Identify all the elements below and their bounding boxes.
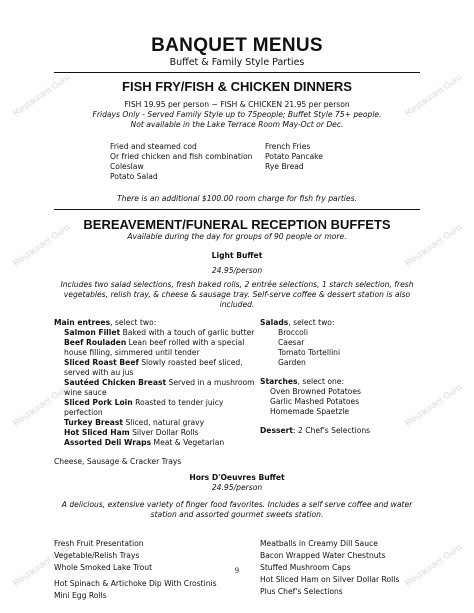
entree-item [54,428,256,438]
list-item: Stuffed Mushroom Caps [260,563,351,572]
bereavement-availability: Available during the day for groups of 90 people or more. [127,232,347,241]
entree-item [54,398,256,418]
entree-desc: Lean beef rolled with a special house filling, simmered until tender [64,338,245,357]
entrees-label-suffix: , select two: [110,318,157,327]
salads-label-suffix: , select two: [288,318,335,327]
dessert-label: Dessert [260,426,294,435]
starches-label [260,377,370,387]
fish-heading: FISH FRY/FISH & CHICKEN DINNERS [122,79,352,94]
fish-note-2: Not available in the Lake Terrace Room May-Oct or Dec. [130,120,344,129]
starch-item: Homemade Spaetzle [270,407,350,416]
watermark: Restaurant Guru [403,221,464,269]
salad-item: Garden [278,358,306,367]
list-item: Coleslaw [110,162,144,171]
entree-item [54,358,256,378]
list-item: French Fries [265,142,311,151]
watermark: Restaurant Guru [11,71,72,119]
salads-label-text: Salads [260,318,289,327]
list-item: Hot Spinach & Artichoke Dip With Crostinis [54,579,217,588]
fish-items-left [110,142,265,182]
entree-item [54,438,256,448]
entree-desc: Sliced, natural gravy [123,418,205,427]
light-buffet-options [54,318,420,448]
starch-item: Garlic Mashed Potatoes [270,397,360,406]
list-item: Whole Smoked Lake Trout [54,563,153,572]
fish-price: FISH 19.95 per person ~ FISH & CHICKEN 21.95 per person [124,100,350,109]
entree-item [54,378,256,398]
entree-name: Salmon Fillet [64,328,121,337]
entree-name: Turkey Breast [64,418,124,427]
divider [54,209,420,210]
entree-item [54,418,256,428]
list-item: Bacon Wrapped Water Chestnuts [260,551,386,560]
entree-name: Sliced Pork Loin [64,398,133,407]
entree-name: Sliced Roast Beef [64,358,139,367]
fish-note-1: Fridays Only - Served Family Style up to 75people; Buffet Style 75+ people. [92,110,382,119]
list-item: Meatballs in Creamy Dill Sauce [260,539,378,548]
entree-desc: Baked with a touch of garlic butter [120,328,255,337]
fish-footer-note: There is an additional $100.00 room charge for fish fry parties. [117,194,357,203]
list-item: Fresh Fruit Presentation [54,539,144,548]
watermark: Restaurant Guru [11,221,72,269]
watermark: Restaurant Guru [403,381,464,429]
list-item: Potato Salad [110,172,158,181]
page-number: 9 [235,566,239,575]
dessert-value: : 2 Chef's Selections [293,426,371,435]
menu-page [54,36,420,602]
starches-label-text: Starches [260,377,298,386]
list-item: Rye Bread [265,162,304,171]
sides-column [256,318,370,448]
light-buffet-price: 24.95/person [211,266,263,275]
list-item: Plus Chef's Selections [260,587,343,596]
light-buffet-title: Light Buffet [211,251,263,260]
entree-desc: Roasted to tender juicy perfection [64,398,224,417]
page-subtitle: Buffet & Family Style Parties [169,57,305,68]
entrees-label-text: Main entrees [54,318,111,327]
list-item: Vegetable/Relish Trays [54,551,140,560]
entree-name: Hot Sliced Ham [64,428,130,437]
entree-name: Sautéed Chicken Breast [64,378,167,387]
salad-item: Tomato Tortellini [278,348,341,357]
entree-desc: Silver Dollar Rolls [129,428,199,437]
watermark: Restaurant Guru [11,381,72,429]
list-item: Potato Pancake [265,152,323,161]
list-item: Fried and steamed cod [110,142,197,151]
starches-label-suffix: , select one: [297,377,345,386]
fish-items [54,142,420,182]
cheese-line: Cheese, Sausage & Cracker Trays [54,457,182,466]
hors-desc: A delicious, extensive variety of finger food favorites. Includes a self serve coffee and water station and assorted gourmet sweets station. [61,500,413,519]
entree-name: Assorted Deli Wraps [64,438,152,447]
list-item: Mini Egg Rolls [54,591,107,600]
bereavement-heading: BEREAVEMENT/FUNERAL RECEPTION BUFFETS [83,217,391,232]
entree-desc: Slowly roasted beef sliced, served with au jus [64,358,243,377]
fish-items-right [265,142,323,182]
salads-label [260,318,370,328]
salad-item: Caesar [278,338,305,347]
starch-item: Oven Browned Potatoes [270,387,361,396]
divider [54,72,420,73]
entrees-label [54,318,256,328]
salad-item: Broccoli [278,328,309,337]
watermark: Restaurant Guru [403,71,464,119]
page-title: BANQUET MENUS [151,35,323,56]
list-item: Hot Sliced Ham on Silver Dollar Rolls [260,575,400,584]
light-buffet-includes: Includes two salad selections, fresh baked rolls, 2 entrée selections, 1 starch selection, fresh vegetables, relish tray, & cheese & sausage tray. Self-serve coffee & dessert station is also included. [60,280,414,309]
entree-name: Beef Rouladen [64,338,127,347]
hors-title: Hors D'Oeuvres Buffet [189,473,285,482]
hors-price: 24.95/person [211,483,263,492]
dessert-line [260,426,370,436]
entrees-column [54,318,256,448]
entree-desc: Served in a mushroom wine sauce [64,378,255,397]
entree-item [54,328,256,338]
watermark: Restaurant Guru [403,541,464,589]
watermark: Restaurant Guru [11,541,72,589]
entree-item [54,338,256,358]
entree-desc: Meat & Vegetarian [151,438,225,447]
list-item: Or fried chicken and fish combination [110,152,253,161]
